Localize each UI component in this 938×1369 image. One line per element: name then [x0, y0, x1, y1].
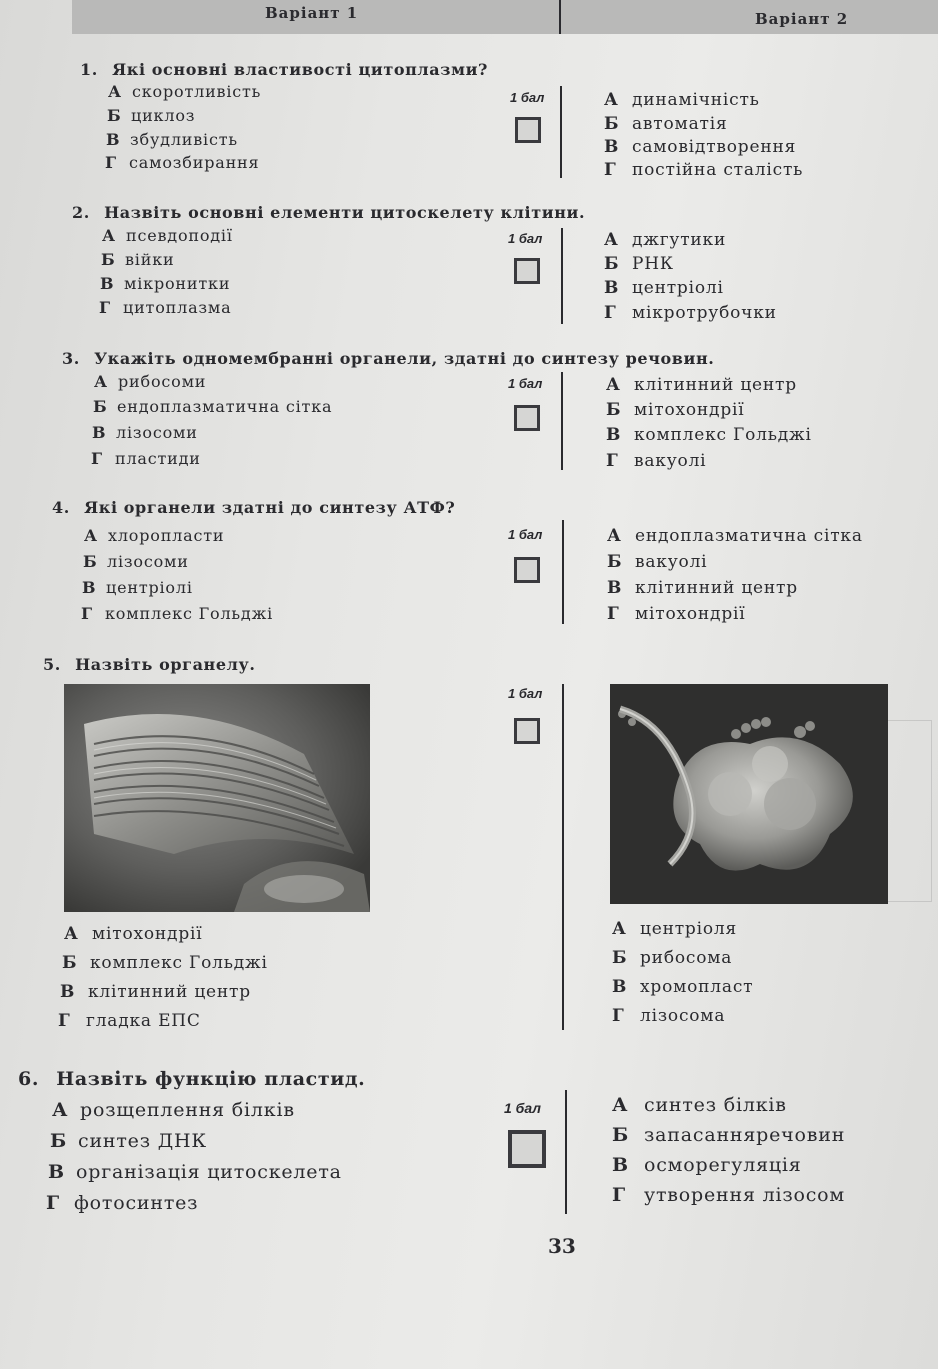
q2-right-option-b: Б РНК: [604, 254, 674, 274]
question-number: 3.: [62, 349, 80, 368]
q5-left-option-b: Б комплекс Гольджі: [62, 953, 268, 973]
q5-points: 1 бал: [508, 686, 543, 701]
q4-answer-box[interactable]: [514, 557, 540, 583]
q4-right-option-b: Б вакуолі: [607, 552, 708, 572]
q5-left-option-g: Г гладка ЕПС: [58, 1011, 201, 1031]
q2-points: 1 бал: [508, 231, 543, 246]
q2-left-option-b: Б війки: [101, 250, 175, 269]
q4-left-option-g: Г комплекс Гольджі: [81, 604, 274, 623]
micrograph-variant-1: [64, 684, 370, 912]
question-number: 6.: [18, 1068, 40, 1090]
q5-divider: [562, 684, 564, 1030]
q6-left-option-b: Б синтез ДНК: [50, 1130, 207, 1152]
q3-right-option-g: Г вакуолі: [606, 451, 707, 471]
q1-left-option-g: Г самозбирання: [105, 153, 260, 172]
question-number: 4.: [52, 498, 70, 517]
question-text: Які органели здатні до синтезу АТФ?: [84, 498, 456, 517]
q1-right-option-g: Г постійна сталість: [604, 160, 804, 180]
q6-divider: [565, 1090, 567, 1214]
header-divider: [559, 0, 561, 34]
q2-left-option-v: В мікронитки: [100, 274, 231, 293]
q1-left-option-a: А скоротливість: [108, 82, 262, 101]
q1-left-option-v: В збудливість: [106, 130, 238, 149]
q4-points: 1 бал: [508, 527, 543, 542]
q3-answer-box[interactable]: [514, 405, 540, 431]
q2-answer-box[interactable]: [514, 258, 540, 284]
micrograph-variant-2: [610, 684, 888, 904]
q6-right-option-v: В осморегуляція: [612, 1154, 802, 1176]
q6-right-option-a: А синтез білків: [612, 1094, 787, 1116]
q1-right-option-b: Б автоматія: [604, 114, 728, 134]
q1-divider: [560, 86, 562, 178]
q1-right-option-a: А динамічність: [604, 90, 760, 110]
q4-left-option-b: Б лізосоми: [83, 552, 189, 571]
question-number: 2.: [72, 203, 90, 222]
q3-right-option-b: Б мітохондрії: [606, 400, 745, 420]
question-text: Назвіть функцію пластид.: [56, 1068, 366, 1090]
micrograph-svg: [610, 684, 888, 904]
q3-left-option-b: Б ендоплазматична сітка: [93, 397, 333, 416]
q1-answer-box[interactable]: [515, 117, 541, 143]
q4-divider: [562, 520, 564, 624]
q2-right-option-g: Г мікротрубочки: [604, 303, 777, 323]
q6-left-option-g: Г фотосинтез: [46, 1192, 199, 1214]
question-text: Назвіть органелу.: [75, 655, 256, 674]
q2-left-option-a: А псевдоподії: [102, 226, 233, 245]
q4-right-option-g: Г мітохондрії: [607, 604, 746, 624]
q6-right-option-b: Б запасанняречовин: [612, 1124, 846, 1146]
q1-right-option-v: В самовідтворення: [604, 137, 797, 157]
q4-left-option-v: В центріолі: [82, 578, 193, 597]
micrograph-svg: [64, 684, 370, 912]
q6-left-option-a: А розщеплення білків: [52, 1099, 295, 1121]
question-text: Які основні властивості цитоплазми?: [112, 60, 489, 79]
q2-left-option-g: Г цитоплазма: [99, 298, 232, 317]
q3-right-option-a: А клітинний центр: [606, 375, 797, 395]
question-3-title: [62, 349, 714, 368]
q5-answer-box[interactable]: [514, 718, 540, 744]
question-2-title: [72, 203, 585, 222]
q3-right-option-v: В комплекс Гольджі: [606, 425, 812, 445]
q6-left-option-v: В організація цитоскелета: [48, 1161, 342, 1183]
q3-points: 1 бал: [508, 376, 543, 391]
question-number: 5.: [43, 655, 61, 674]
q4-right-option-v: В клітинний центр: [607, 578, 798, 598]
question-5-title: [43, 655, 256, 674]
question-6-title: [18, 1068, 365, 1090]
q4-left-option-a: А хлоропласти: [84, 526, 225, 545]
q5-right-option-b: Б рибосома: [612, 948, 733, 968]
variant-2-label: Варіант 2: [755, 10, 849, 28]
q5-right-option-v: В хромопласт: [612, 977, 754, 997]
page-number: 33: [548, 1234, 576, 1258]
variant-1-label: Варіант 1: [265, 4, 359, 22]
q6-points: 1 бал: [504, 1100, 542, 1116]
q5-left-option-v: В клітинний центр: [60, 982, 251, 1002]
q3-divider: [561, 372, 563, 470]
question-text: Укажіть одномембранні органели, здатні до синтезу речовин.: [94, 349, 715, 368]
q3-left-option-v: В лізосоми: [92, 423, 198, 442]
q5-right-option-g: Г лізосома: [612, 1006, 726, 1026]
question-text: Назвіть основні елементи цитоскелету клітини.: [104, 203, 586, 222]
question-number: 1.: [80, 60, 98, 79]
q2-right-option-v: В центріолі: [604, 278, 724, 298]
q3-left-option-a: А рибосоми: [94, 372, 207, 391]
question-4-title: [52, 498, 455, 517]
q1-left-option-b: Б циклоз: [107, 106, 196, 125]
q2-right-option-a: А джгутики: [604, 230, 727, 250]
q5-right-option-a: А центріоля: [612, 919, 738, 939]
q3-left-option-g: Г пластиди: [91, 449, 201, 468]
q6-right-option-g: Г утворення лізосом: [612, 1184, 845, 1206]
q6-answer-box[interactable]: [508, 1130, 546, 1168]
q1-points: 1 бал: [510, 90, 545, 105]
q2-divider: [561, 228, 563, 324]
q4-right-option-a: А ендоплазматична сітка: [607, 526, 863, 546]
question-1-title: [80, 60, 488, 79]
q5-left-option-a: А мітохондрії: [64, 924, 203, 944]
